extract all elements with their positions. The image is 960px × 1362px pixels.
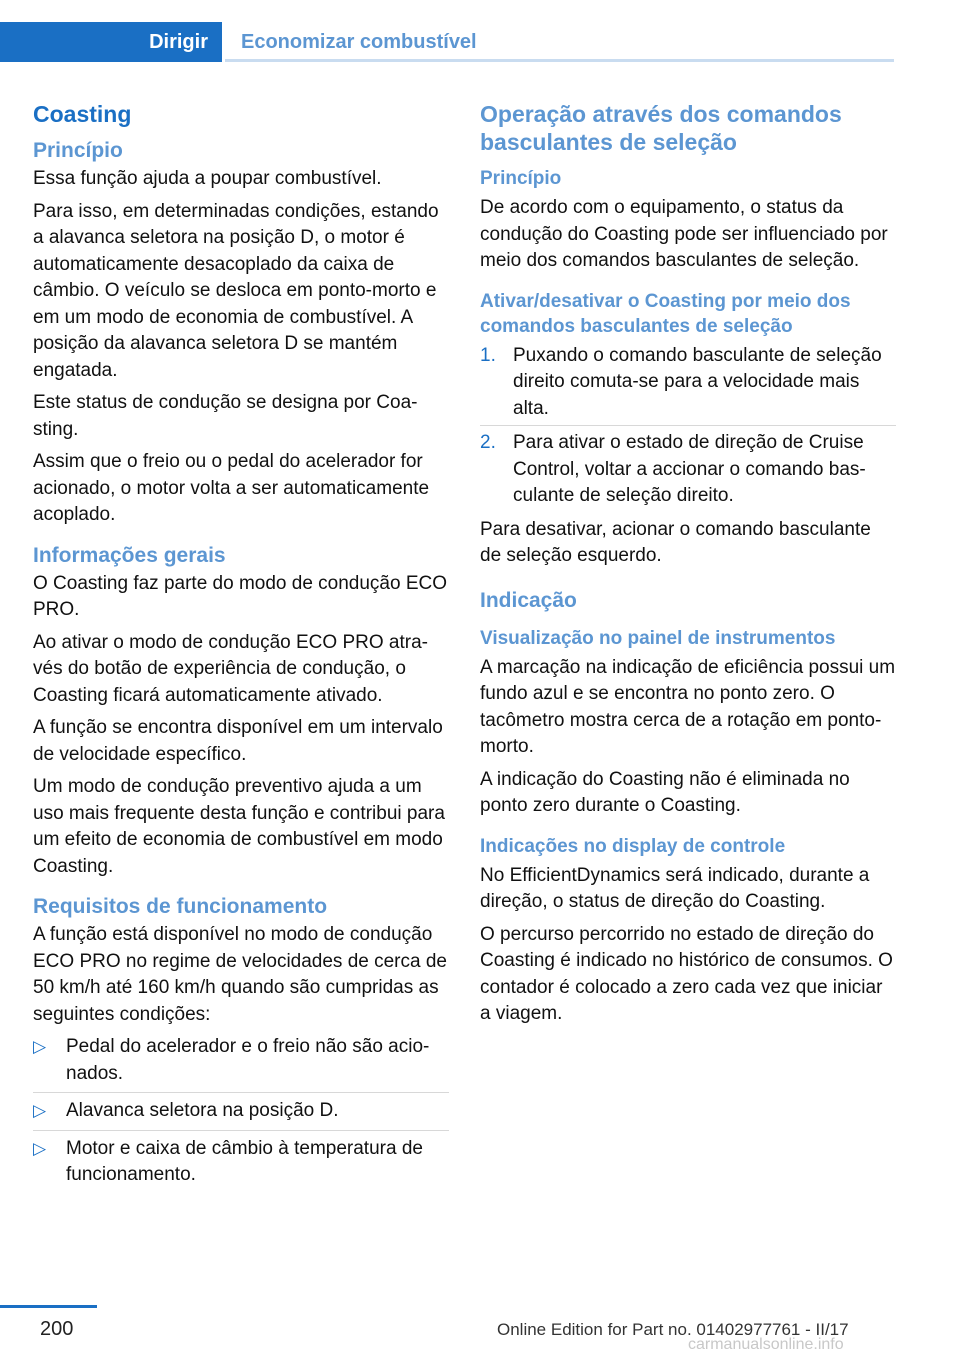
- step-number: 1.: [480, 344, 496, 366]
- principle-heading: Princípio: [33, 139, 123, 162]
- list-item-text: Alavanca seletora na posição D.: [66, 1100, 339, 1121]
- coasting-title: Coasting: [33, 101, 132, 127]
- chapter-header: [0, 22, 894, 62]
- control-display-heading: Indicações no display de controle: [480, 835, 786, 857]
- operation-title: Operação através dos comandos basculantes de seleção: [480, 101, 842, 155]
- paragraph: De acordo com o equipamento, o status da condução do Coasting pode ser influenciado por meio dos comandos basculantes de seleção.: [480, 197, 888, 271]
- paragraph: Para desativar, acionar o comando basculante de seleção esquerdo.: [480, 518, 871, 566]
- list-item: [33, 1098, 449, 1131]
- list-item: [33, 1034, 449, 1093]
- topic-underline: [225, 59, 894, 62]
- toggle-heading: Ativar/desativar o Coasting por meio dos comandos basculantes de seleção: [480, 290, 851, 337]
- paragraph: Para isso, em determinadas condições, estando a alavanca seletora na posição D, o motor é automaticamente desacoplado da caixa de câmbio. O veículo se desloca em ponto-morto e em um modo de economia de combustível. A posição da alavanca seletora D se mantém engatada.: [33, 200, 439, 381]
- paragraph: O percurso percorrido no estado de direção do Coasting é indicado no histórico de consumos. O contador é colocado a zero cada vez que iniciar a viagem.: [480, 923, 893, 1024]
- paragraph: Um modo de condução preventivo ajuda a um uso mais frequente desta função e contribui para um efeito de economia de combustível em modo Coasting.: [33, 776, 445, 877]
- paragraph: Assim que o freio ou o pedal do acelerador for acionado, o motor volta a ser automaticamente acoplado.: [33, 451, 430, 525]
- watermark: carmanualsonline.info: [688, 1336, 844, 1353]
- step-text: Para ativar o estado de direção de Cruise Control, voltar a accionar o comando basculante de seleção direito.: [513, 432, 866, 506]
- step-number: 2.: [480, 432, 496, 453]
- operation-principle-heading: Princípio: [480, 168, 562, 189]
- section-tab[interactable]: Dirigir: [0, 22, 222, 62]
- paragraph: Ao ativar o modo de condução ECO PRO através do botão de experiência de condução, o Coasting ficará automaticamente ativado.: [33, 631, 428, 706]
- left-column: [33, 100, 449, 1199]
- step-text: Puxando o comando basculante de seleção direito comuta-se para a velocidade mais alta.: [513, 344, 882, 419]
- paragraph: A função está disponível no modo de condução ECO PRO no regime de velocidades de cerca de 50 km/h até 160 km/h quando são cumpridas as seguintes condições:: [33, 924, 447, 1025]
- indication-heading: Indicação: [480, 588, 577, 612]
- topic-tab[interactable]: Economizar combustível: [241, 30, 477, 53]
- list-item-text: Pedal do acelerador e o freio não são acionados.: [66, 1036, 430, 1084]
- page-number: 200: [40, 1318, 74, 1340]
- list-item-text: Motor e caixa de câmbio à temperatura de funcionamento.: [66, 1137, 423, 1185]
- requirements-heading: Requisitos de funcionamento: [33, 895, 328, 918]
- paragraph: No EfficientDynamics será indicado, durante a direção, o status de direção do Coasting.: [480, 864, 870, 912]
- list-item: [33, 1136, 449, 1194]
- list-item: [480, 430, 896, 513]
- edition-note: Online Edition for Part no. 01402977761 - II/17: [497, 1320, 849, 1339]
- paragraph: A marcação na indicação de eficiência possui um fundo azul e se encontra no ponto zero. O tacômetro mostra cerca de a rotação em ponto-morto.: [480, 656, 896, 757]
- list-item: [480, 343, 896, 427]
- triangle-bullet-icon: ▷: [33, 1037, 47, 1056]
- steps-list: [480, 343, 896, 513]
- general-info-heading: Informações gerais: [33, 543, 226, 567]
- paragraph: Este status de condução se designa por Coasting.: [33, 392, 418, 440]
- requirements-list: [33, 1034, 449, 1194]
- paragraph: A indicação do Coasting não é eliminada no ponto zero durante o Coasting.: [480, 768, 850, 816]
- instrument-panel-heading: Visualização no painel de instrumentos: [480, 627, 836, 649]
- triangle-bullet-icon: ▷: [33, 1138, 47, 1158]
- paragraph: O Coasting faz parte do modo de condução ECO PRO.: [33, 572, 448, 620]
- right-column: [480, 100, 896, 1034]
- footer-rule: [0, 1305, 97, 1308]
- paragraph: A função se encontra disponível em um intervalo de velocidade específico.: [33, 717, 443, 765]
- paragraph: Essa função ajuda a poupar combustível.: [33, 168, 382, 189]
- triangle-bullet-icon: ▷: [33, 1101, 47, 1120]
